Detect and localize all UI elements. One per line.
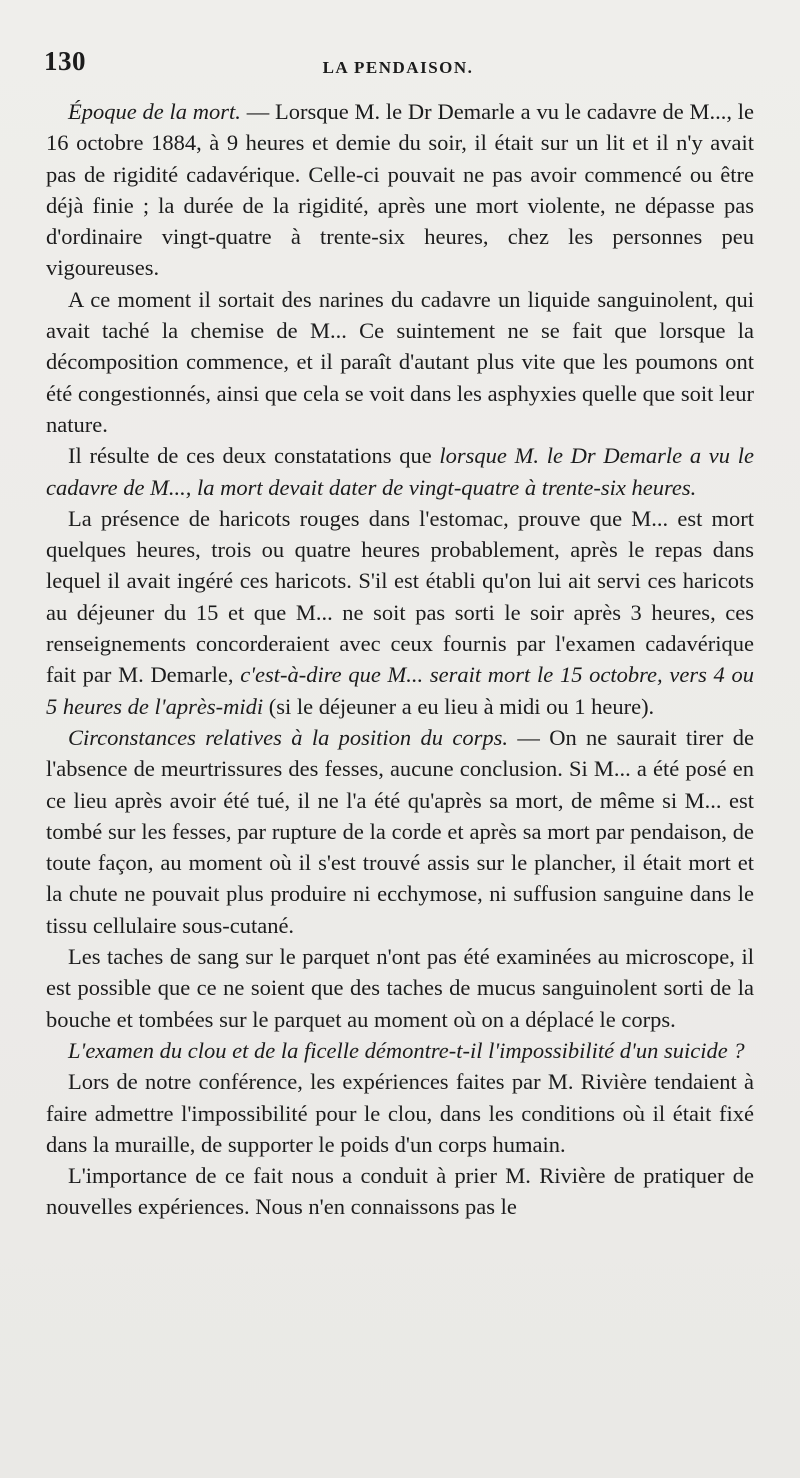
section-heading-epoque: Époque de la mort. — [68, 99, 241, 124]
paragraph-importance — [46, 1160, 754, 1223]
paragraph-text-end: (si le déjeuner a eu lieu à midi ou 1 heure). — [263, 693, 655, 719]
section-heading-clou: L'examen du clou et de la ficelle démontre-t-il l'impossibilité d'un suicide ? — [68, 1037, 745, 1063]
paragraph-position-du-corps — [46, 722, 754, 941]
paragraph-text: — Lorsque M. le Dr Demarle a vu le cadavre de M..., le 16 octobre 1884, à 9 heures et demie du soir, il était sur un lit et il n'y avait pas de rigidité cadavérique. Celle-ci pouvait ne pas avoir commencé ou être déjà finie ; la durée de la rigidité, après une mort violente, ne dépasse pas d'ordinaire vingt-quatre à trente-six heures, chez les personnes peu vigoureuses. — [46, 99, 754, 281]
paragraph-conference — [46, 1066, 754, 1160]
paragraph-question-clou — [46, 1035, 754, 1066]
paragraph-haricots — [46, 503, 754, 722]
paragraph-italic-conclusion: lorsque M. le Dr Demarle a vu le cadavre de M..., la mort devait dater de vingt-quatre à trente-six heures. — [46, 443, 754, 500]
paragraph-text: — On ne saurait tirer de l'absence de meurtrissures des fesses, aucune conclusion. Si M... a été posé en ce lieu après avoir été tué, il ne l'a été qu'après sa mort, de même si M... est tombé sur les fesses, par rupture de la corde et après sa mort par pendaison, de toute façon, au moment où il s'est trouvé assis sur le plancher, il était mort et la chute ne pouvait plus produire ni ecchymose, ni suffusion sanguine dans le tissu cellulaire sous-cutané. — [46, 724, 754, 938]
paragraph-epoque-de-la-mort — [46, 96, 754, 284]
paragraph-text: L'importance de ce fait nous a conduit à prier M. Rivière de pratiquer de nouvelles expériences. Nous n'en connaissons pas le — [46, 1163, 754, 1220]
section-heading-circonstances: Circonstances relatives à la position du corps. — [68, 724, 508, 750]
page-header — [44, 44, 752, 84]
paragraph-constatations — [46, 440, 754, 503]
paragraph-text: La présence de haricots rouges dans l'estomac, prouve que M... est mort quelques heures, trois ou quatre heures probablement, après le repas dans lequel il avait ingéré ces haricots. S'il est établi qu'on lui ait servi ces haricots au déjeuner du 15 et que M... ne soit pas sorti le soir après 3 heures, ces renseignements concorderaient avec ceux fournis par l'examen cadavérique fait par M. Demarle, — [46, 505, 754, 688]
paragraph-narines — [46, 284, 754, 440]
page-body — [46, 96, 754, 1223]
paragraph-text: Il résulte de ces deux constatations que — [68, 443, 440, 469]
paragraph-taches-de-sang — [46, 941, 754, 1035]
paragraph-text: Lors de notre conférence, les expériences faites par M. Rivière tendaient à faire admettre l'impossibilité pour le clou, dans les conditions où il était fixé dans la muraille, de supporter le poids d'un corps humain. — [46, 1069, 754, 1157]
paragraph-text: A ce moment il sortait des narines du cadavre un liquide sanguinolent, qui avait taché la chemise de M... Ce suintement ne se fait que lorsque la décomposition commence, et il paraît d'autant plus vite que les poumons ont été congestionnés, ainsi que cela se voit dans les asphyxies quelle que soit leur nature. — [46, 286, 754, 437]
page-number: 130 — [44, 46, 86, 76]
paragraph-text: Les taches de sang sur le parquet n'ont pas été examinées au microscope, il est possible que ce ne soient que des taches de mucus sanguinolent sorti de la bouche et tombées sur le parquet au moment où on a déplacé le corps. — [46, 944, 754, 1032]
paragraph-italic-conclusion: c'est-à-dire que M... serait mort le 15 octobre, vers 4 ou 5 heures de l'après-midi — [46, 662, 754, 719]
running-title: LA PENDAISON. — [322, 58, 474, 77]
